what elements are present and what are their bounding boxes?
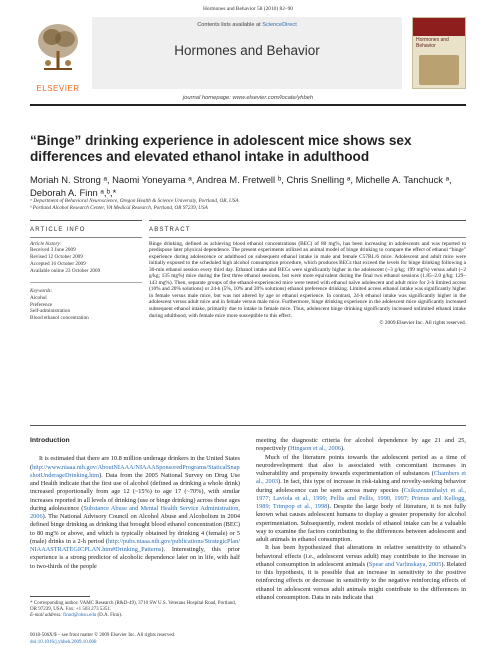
contents-prefix: Contents lists available at <box>197 22 263 28</box>
abstract-text: Binge drinking, defined as achieving blood ethanol concentrations (BEC) of 80 mg%, has been increasing in adolescents and was reported to predispose later physical dependence. The present experiments utilized an animal model of binge drinking to compare the effect of ethanol “binge” experience during adolescence or adulthood on subsequent ethanol intake in male and female C57BL/6 mice. Adolescent and adult mice were initially exposed to the scheduled high alcohol consumption procedure, which produces BECs that exceed the levels for binge drinking following a 30-min ethanol session every third day. Ethanol intake and BECs were significantly higher in the adolescent (~3 g/kg; 199 mg%) versus adult (~2 g/kg; 135 mg%) mice during the first three ethanol sessions, but were more equivalent during the final two ethanol sessions (1.85–2.0 g/kg; 129–143 mg%). Then, separate groups of the ethanol-experienced mice were tested with ethanol naïve adolescent and adult mice for 2-h limited access (10% and 20% solutions) or 24-h (5%, 10% and 20% solutions) ethanol preference drinking. Limited access ethanol intake was significantly higher in female versus male mice, but was not altered by age or ethanol experience. In contrast, 24-h ethanol intake was significantly higher in the adolescent versus adult mice and in female versus male mice. Furthermore, binge drinking experience in the adolescent mice significantly increased subsequent ethanol intake, primarily due to intake in female mice. Thus, adolescent binge drinking significantly increased unlimited ethanol intake during adulthood, with female mice more susceptible to this effect. <box>149 240 466 319</box>
text-run: Much of the literature points towards the adolescent period as a time of neurodevelopment that also is associated with concomitant increases in vulnerability and propensity towards experimentation of substances ( <box>256 453 466 477</box>
sciencedirect-link[interactable]: ScienceDirect <box>262 22 297 28</box>
abstract <box>149 227 466 327</box>
text-run: meeting the diagnostic criteria for alcohol dependence by age 21 and 25, respectively ( <box>256 437 466 453</box>
body-column-left <box>30 437 240 571</box>
keyword-item: Preference <box>30 301 53 308</box>
citation-link[interactable]: Csikszentmihalyi et al., 1977; Laviola et al., 1999; Pellis and Pellis, 1990, 1997; Primus and Kellogg, 1989; Trimpop et al., 1998 <box>256 486 466 510</box>
keyword-item: Alcohol <box>30 294 47 301</box>
journal-title[interactable]: Hormones and Behavior <box>174 43 320 58</box>
elsevier-logo[interactable] <box>30 17 86 93</box>
affiliation-b: ᵇ Portland Alcohol Research Center, VA Medical Research, Portland, OR 97239, USA <box>30 205 208 212</box>
text-run: ). Interestingly, this prior experience is a strong predictor of alcoholic dependence later on in life, with half to two-thirds of the people <box>30 546 240 570</box>
footnote-line: * Corresponding author. VAMC Research (R&D-49), 3710 SW U.S. Veterans Hospital Road, Portland, OR 97239, USA. Fax: +1 503 273 5351. <box>30 601 237 613</box>
article-info-heading: ARTICLE INFO <box>30 227 86 233</box>
email-label: E-mail address: <box>30 613 64 619</box>
text-run: ). Data from the 2005 National Survey on Drug Use and Health indicate that the first use of alcohol (defined as drinking a whole drink) increased proportionally from age 12 (~15%) to age 17 (~70%), with similar increases reported in all levels of drinking (use or binge drinking) across these ages during adolescence ( <box>30 471 241 512</box>
journal-homepage[interactable]: journal homepage: www.elsevier.com/locate/yhbeh <box>182 95 314 101</box>
author-list: Moriah N. Strong ᵃ, Naomi Yoneyama ᵃ, Andrea M. Fretwell ᵇ, Chris Snelling ᵃ, Michelle A. Tanchuck ᵃ, Deborah A. Finn ᵃ,ᵇ,* <box>30 174 452 198</box>
contents-line <box>92 22 402 28</box>
affiliations <box>30 198 466 213</box>
affiliation-a: ᵃ Department of Behavioral Neuroscience, Oregon Health & Science University, Portland, OR, USA <box>30 198 239 204</box>
text-run: ). <box>341 445 345 453</box>
elsevier-tree-icon <box>30 17 86 77</box>
introduction-heading: Introduction <box>30 437 70 444</box>
history-revised: Revised 12 October 2009 <box>30 254 83 261</box>
body-top-rule <box>30 425 466 426</box>
corresponding-author-footnote <box>30 601 240 620</box>
article-info-divider <box>30 237 142 238</box>
intro-paragraph-1-continued <box>256 437 466 454</box>
citation-link[interactable]: Spear and Varlinskaya, 2005 <box>368 560 442 568</box>
history-received: Received 3 June 2009 <box>30 247 76 254</box>
article-history-label: Article history: <box>30 240 62 247</box>
journal-banner <box>92 17 402 89</box>
intro-paragraph-2 <box>256 454 466 545</box>
abstract-top-rule <box>149 220 466 221</box>
copyright-notice: © 2009 Elsevier Inc. All rights reserved. <box>379 320 466 327</box>
issn-block <box>30 633 240 646</box>
masthead-divider <box>30 104 466 106</box>
keywords-label: Keywords: <box>30 288 53 295</box>
issn-line: 0018-506X/$ – see front matter © 2009 Elsevier Inc. All rights reserved. <box>30 633 176 638</box>
doi-link[interactable]: doi:10.1016/j.yhbeh.2009.10.008 <box>30 639 97 645</box>
text-run: It is estimated that there are 10.8 million underage drinkers in the United States ( <box>30 455 240 471</box>
email-line <box>30 613 240 619</box>
journal-masthead <box>30 15 466 105</box>
footnote-rule <box>30 596 90 597</box>
citation-link[interactable]: Substance Abuse and Mental Health Service Administration, 2006 <box>30 504 240 520</box>
niaaa-url-link[interactable]: http://www.niaaa.nih.gov/AboutNIAAA/NIAAASponsoredPrograms/StaticalSnapshotUnderageDrinking.htm <box>30 463 240 479</box>
abstract-divider <box>149 237 466 238</box>
keywords-divider <box>30 282 142 283</box>
niaaa-plan-url-link[interactable]: http://pubs.niaaa.nih.gov/publications/StrategicPlan/NIAAASTRATEGICPLAN.htm#Drinking_Patterns <box>30 537 240 553</box>
text-run: ). Despite the large body of literature, it is not fully known what causes adolescent humans to display a greater propensity for alcohol experimentation. Subsequently, rodent models of ethanol intake can be a valuable way to examine the factors contributing to the differences between adolescent and adult animals in ethanol consumption. <box>256 503 467 543</box>
article-title: “Binge” drinking experience in adolescent mice shows sex differences and elevated ethanol intake in adulthood <box>30 133 412 164</box>
history-accepted: Accepted 16 October 2009 <box>30 260 86 267</box>
intro-paragraph-3 <box>256 544 466 602</box>
text-run: ). Related to this hypothesis, it is possible that an increase in sensitivity to the positive reinforcing effects or decrease in sensitivity to the negative reinforcing effects of ethanol in adolescent versus adult animals might contribute to the differences in ethanol consumption. Data in rats indicate that <box>256 560 467 601</box>
publisher-logo-text: ELSEVIER <box>36 84 80 93</box>
running-head: Hormones and Behavior 58 (2010) 82–90 <box>203 6 293 12</box>
email-link[interactable]: finnd@ohsu.edu <box>63 613 97 619</box>
email-suffix: (D.A. Finn). <box>96 613 123 619</box>
abstract-heading: ABSTRACT <box>149 227 191 233</box>
history-online: Available online 23 October 2009 <box>30 267 101 274</box>
text-run: It has been hypothesized that alterations in relative sensitivity to ethanol’s behavioral effects (i.e., adolescent versus adult) may contribute to the increase in ethanol consumption in adolescent animals ( <box>256 544 466 568</box>
body-column-right <box>256 437 466 602</box>
text-run: ). The National Advisory Council on Alcohol Abuse and Alcoholism in 2004 defined binge drinking as drinking that brought blood ethanol concentration (BEC) to 80 mg% or above, and which is typically obtained by drinking 4 (female) or 5 (male) drinks in a 2-h period ( <box>30 513 240 545</box>
citation-link[interactable]: Hingson et al., 2006 <box>290 445 341 453</box>
journal-cover-thumbnail[interactable] <box>412 17 466 89</box>
keyword-item: Self-administration <box>30 308 71 315</box>
cover-title: Hormones and Behavior <box>416 37 449 49</box>
citation-link[interactable]: Chambers et al., 2003 <box>256 470 466 486</box>
keyword-item: Blood ethanol concentration <box>30 315 89 322</box>
intro-paragraph-1 <box>30 455 240 571</box>
cover-image <box>419 55 459 85</box>
article-info <box>30 227 142 322</box>
cover-header-bar <box>413 18 465 36</box>
text-run: ). In fact, this type of increase in risk-taking and novelty-seeking behavior during adolescence can be seen across many species ( <box>256 478 466 494</box>
article-info-top-rule <box>30 220 142 221</box>
